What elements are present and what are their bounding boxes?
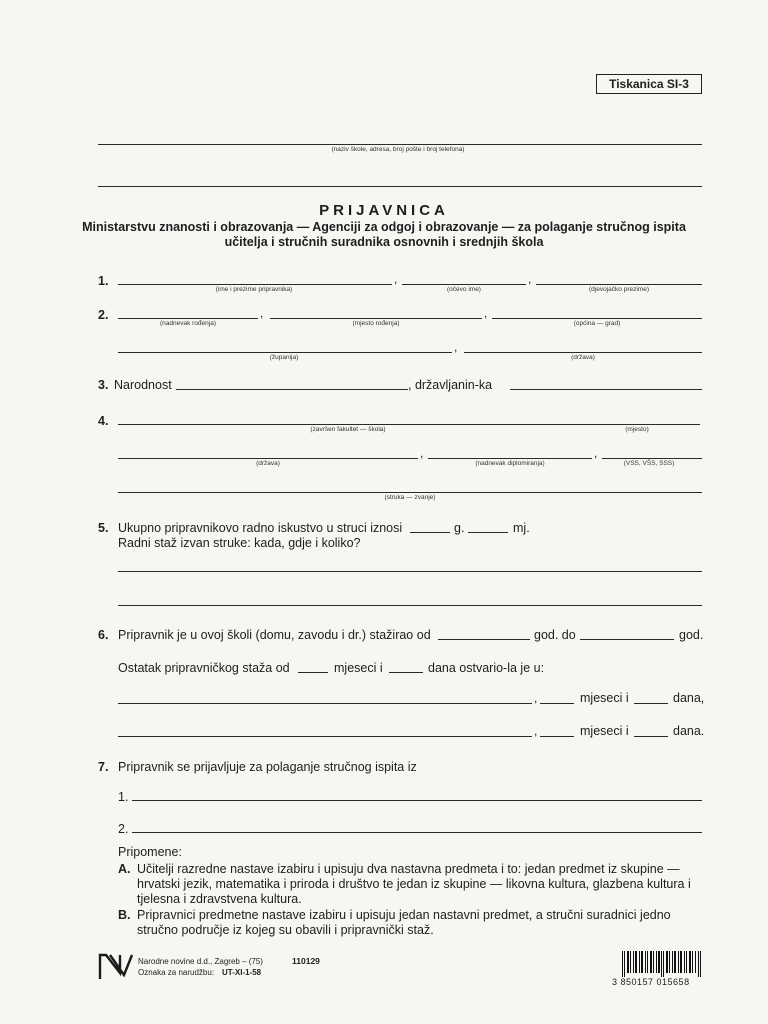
graddate-field[interactable]: [428, 458, 592, 459]
outside-experience-field-2[interactable]: [118, 605, 702, 606]
comma: ,: [534, 724, 538, 738]
place1-days-label: dana,: [673, 691, 705, 705]
item-1-number: 1.: [98, 274, 109, 288]
father-caption: (očevo ime): [447, 286, 481, 293]
order-code: UT-XI-1-58: [222, 968, 262, 977]
barcode-number: 3 850157 015658: [612, 977, 690, 987]
item-2-number: 2.: [98, 308, 109, 322]
note-a-text: Učitelji razredne nastave izabiru i upisuju dva nastavna predmeta i to: jedan predmet iz skupine — hrvatski jezik, matematika i priroda i društvo te jedan iz skupine — likovna kultura, glazbena kultura i tjelesna i zdravstvena kultura.: [137, 862, 691, 906]
publication-code: 110129: [292, 956, 320, 966]
outside-experience-field-1[interactable]: [118, 571, 702, 572]
place1-days-field[interactable]: [634, 703, 668, 704]
comma: ,: [420, 446, 424, 460]
degree-field[interactable]: [602, 458, 702, 459]
birthdate-field[interactable]: [118, 318, 258, 319]
item-5-number: 5.: [98, 521, 109, 535]
place2-days-label: dana.: [673, 724, 705, 738]
comma: ,: [394, 272, 398, 286]
birthplace-caption: (mjesto rođenja): [352, 320, 400, 327]
item-3-number: 3.: [98, 378, 109, 392]
name-caption: (ime i prezime pripravnika): [215, 286, 293, 293]
graddate-caption: (nadnevak diplomiranja): [475, 460, 545, 467]
form-tag: Tiskanica SI-3: [596, 74, 702, 94]
citizenship-field[interactable]: [510, 389, 702, 390]
place-field-1[interactable]: [118, 703, 532, 704]
state-caption: (država): [571, 354, 595, 361]
order-label: Oznaka za narudžbu:: [138, 968, 215, 977]
county-caption: (županija): [269, 354, 299, 361]
comma: ,: [528, 272, 532, 286]
note-b-letter: B.: [118, 908, 131, 922]
comma: ,: [260, 306, 264, 320]
place1-months-label: mjeseci i: [580, 691, 629, 705]
note-a-letter: A.: [118, 862, 131, 876]
school-caption: (naziv škole, adresa, broj pošte i broj telefona): [331, 146, 465, 153]
internship-from-field[interactable]: [438, 639, 530, 640]
years-label: g.: [454, 521, 465, 535]
place-field-2[interactable]: [118, 736, 532, 737]
subtitle-line-2: učitelja i stručnih suradnika osnovnih i srednjih škola: [224, 235, 544, 249]
municipality-field[interactable]: [492, 318, 702, 319]
nationality-field[interactable]: [176, 389, 408, 390]
place2-months-field[interactable]: [540, 736, 574, 737]
remaining-place-label: dana ostvario-la je u:: [428, 661, 545, 675]
place-caption: (mjesto): [625, 426, 649, 433]
experience-years-field[interactable]: [410, 532, 450, 533]
state2-caption: (država): [256, 460, 280, 467]
state2-field[interactable]: [118, 458, 418, 459]
faculty-field[interactable]: [118, 424, 700, 425]
note-b-text: Pripravnici predmetne nastave izabiru i upisuju jedan nastavni predmet, a stručni suradnici jedno stručno područje iz kojeg su obavili i pripravnički staž.: [137, 908, 671, 937]
faculty-caption: (završen fakultet — škola): [310, 426, 386, 433]
remaining-months-field[interactable]: [298, 672, 328, 673]
name-field[interactable]: [118, 284, 392, 285]
place2-months-label: mjeseci i: [580, 724, 629, 738]
degree-caption: (VSS, VŠS, SSS): [623, 460, 675, 467]
item-6-number: 6.: [98, 628, 109, 642]
citizenship-label: , državljanin-ka: [408, 378, 493, 392]
internship-to-field[interactable]: [580, 639, 674, 640]
notes-heading: Pripomene:: [118, 845, 182, 859]
year-end-label: god.: [679, 628, 704, 642]
item-7-number: 7.: [98, 760, 109, 774]
birthplace-field[interactable]: [270, 318, 482, 319]
school-line[interactable]: [98, 144, 702, 145]
birthdate-caption: (nadnevak rođenja): [159, 320, 217, 327]
remaining-label: Ostatak pripravničkog staža od: [118, 661, 290, 675]
year-to-label: god. do: [534, 628, 576, 642]
maiden-caption: (djevojačko prezime): [589, 286, 649, 293]
maiden-name-field[interactable]: [536, 284, 702, 285]
comma: ,: [594, 446, 598, 460]
comma: ,: [454, 340, 458, 354]
subject-1-field[interactable]: [132, 800, 702, 801]
remaining-months-label: mjeseci i: [334, 661, 383, 675]
father-name-field[interactable]: [402, 284, 526, 285]
county-field[interactable]: [118, 352, 452, 353]
nationality-label: Narodnost: [114, 378, 172, 392]
municipality-caption: (općina — grad): [573, 320, 621, 327]
remaining-days-field[interactable]: [389, 672, 423, 673]
months-label: mj.: [513, 521, 530, 535]
experience-months-field[interactable]: [468, 532, 508, 533]
profession-field[interactable]: [118, 492, 702, 493]
item-4-number: 4.: [98, 414, 109, 428]
subject-2-number: 2.: [118, 822, 129, 836]
experience-label: Ukupno pripravnikovo radno iskustvo u struci iznosi: [118, 521, 403, 535]
publisher-logo: [98, 953, 134, 981]
place2-days-field[interactable]: [634, 736, 668, 737]
subject-2-field[interactable]: [132, 832, 702, 833]
page-title: PRIJAVNICA: [319, 202, 449, 219]
place1-months-field[interactable]: [540, 703, 574, 704]
exam-subject-label: Pripravnik se prijavljuje za polaganje stručnog ispita iz: [118, 760, 417, 774]
outside-experience-label: Radni staž izvan struke: kada, gdje i koliko?: [118, 536, 361, 550]
internship-label: Pripravnik je u ovoj školi (domu, zavodu i dr.) stažirao od: [118, 628, 431, 642]
subject-1-number: 1.: [118, 790, 129, 804]
comma: ,: [534, 691, 538, 705]
profession-caption: (struka — zvanje): [384, 494, 436, 501]
comma: ,: [484, 306, 488, 320]
subtitle-line-1: Ministarstvu znanosti i obrazovanja — Agenciji za odgoj i obrazovanje — za polaganje stručnog ispita: [82, 220, 686, 234]
school-line-2[interactable]: [98, 186, 702, 187]
state-field[interactable]: [464, 352, 702, 353]
publisher-name: Narodne novine d.d., Zagreb – (75): [138, 957, 263, 966]
barcode: [622, 951, 702, 977]
